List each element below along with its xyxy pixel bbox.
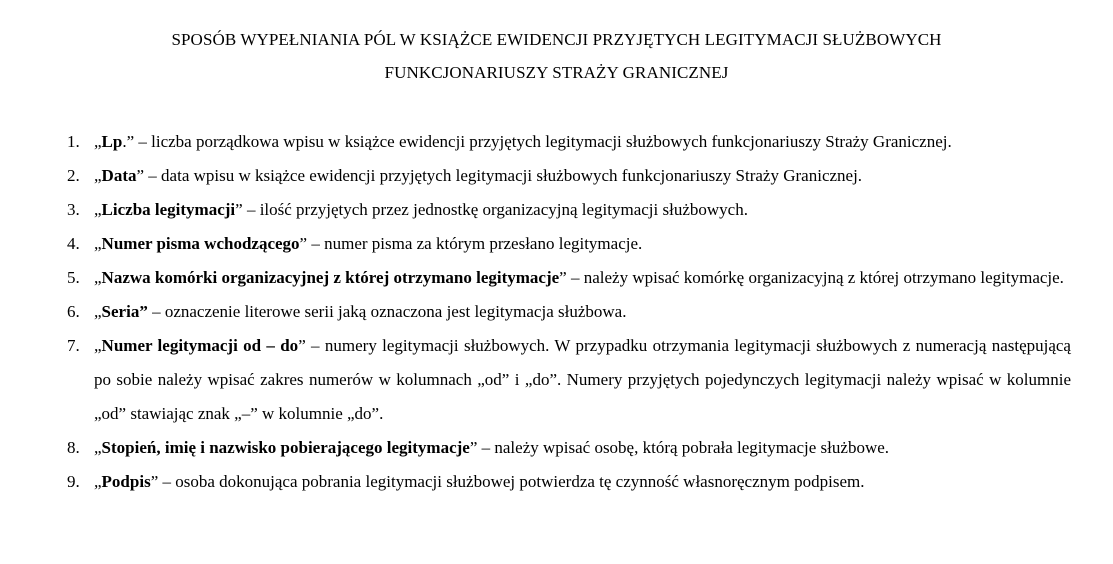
open-quote: „ [94,438,102,457]
close-quote: .” [122,132,135,151]
field-term: Liczba legitymacji [101,200,236,219]
field-description: – osoba dokonująca pobrania legitymacji służbowej potwierdza tę czynność własnoręcznym podpisem. [158,472,865,491]
field-term: Numer pisma wchodzącego [101,234,300,253]
open-quote: „ [94,472,102,491]
close-quote: ” [235,200,243,219]
open-quote: „ [94,234,102,253]
open-quote: „ [94,132,102,151]
item-number: 2. [67,166,80,185]
close-quote: ” [136,166,145,185]
item-number: 3. [67,200,80,219]
field-description: – należy wpisać komórkę organizacyjną z której otrzymano legitymacje. [566,268,1064,287]
field-term: Podpis [101,472,151,491]
field-description: – oznaczenie literowe serii jaką oznaczona jest legitymacja służbowa. [147,302,627,321]
item-number: 5. [67,268,80,287]
field-description: – należy wpisać osobę, którą pobrała legitymacje służbowe. [477,438,890,457]
document-title-line-2: FUNKCJONARIUSZY STRAŻY GRANICZNEJ [384,63,729,82]
open-quote: „ [94,336,102,355]
close-quote: ” [469,438,478,457]
item-number: 1. [67,132,80,151]
list-item-4 [67,227,1071,261]
open-quote: „ [94,166,102,185]
close-quote: ” [299,234,308,253]
close-quote: ” [150,472,159,491]
field-term: Seria” [101,302,148,321]
field-term: Stopień, imię i nazwisko pobierającego legitymacje [101,438,470,457]
field-description: – numer pisma za którym przesłano legitymacje. [307,234,643,253]
field-term: Lp [101,132,123,151]
list-item-9 [67,465,1071,499]
list-item-2 [67,159,1071,193]
document-title-line-1: SPOSÓB WYPEŁNIANIA PÓL W KSIĄŻCE EWIDENCJI PRZYJĘTYCH LEGITYMACJI SŁUŻBOWYCH [171,30,942,49]
list-item-7 [67,329,1071,431]
close-quote: ” [298,336,306,355]
field-term: Data [101,166,137,185]
item-number: 8. [67,438,80,457]
open-quote: „ [94,302,102,321]
list-item-5 [67,261,1071,295]
item-number: 7. [67,336,80,355]
field-description: – data wpisu w książce ewidencji przyjętych legitymacji służbowych funkcjonariuszy Straży Granicznej. [144,166,863,185]
list-item-8 [67,431,1071,465]
field-description: – liczba porządkowa wpisu w książce ewidencji przyjętych legitymacji służbowych funkcjonariuszy Straży Granicznej. [134,132,952,151]
field-description-list [67,125,1071,499]
open-quote: „ [94,200,102,219]
open-quote: „ [94,268,102,287]
item-number: 4. [67,234,80,253]
field-term: Numer legitymacji od – do [101,336,299,355]
list-item-3 [67,193,1071,227]
item-number: 6. [67,302,80,321]
field-term: Nazwa komórki organizacyjnej z której otrzymano legitymacje [101,268,560,287]
item-number: 9. [67,472,80,491]
list-item-6 [67,295,1071,329]
list-item-1 [67,125,1071,159]
field-description: – numery legitymacji służbowych. W przypadku otrzymania legitymacji służbowych z numeracją następującą po sobie należy wpisać zakres numerów w kolumnach „od” i „do”. Numery przyjętych pojedynczych legitymacji należy wpisać w kolumnie „od” stawiając znak „–” w kolumnie „do”. [94,336,1071,423]
field-description: – ilość przyjętych przez jednostkę organizacyjną legitymacji służbowych. [242,200,748,219]
close-quote: ” [559,268,567,287]
